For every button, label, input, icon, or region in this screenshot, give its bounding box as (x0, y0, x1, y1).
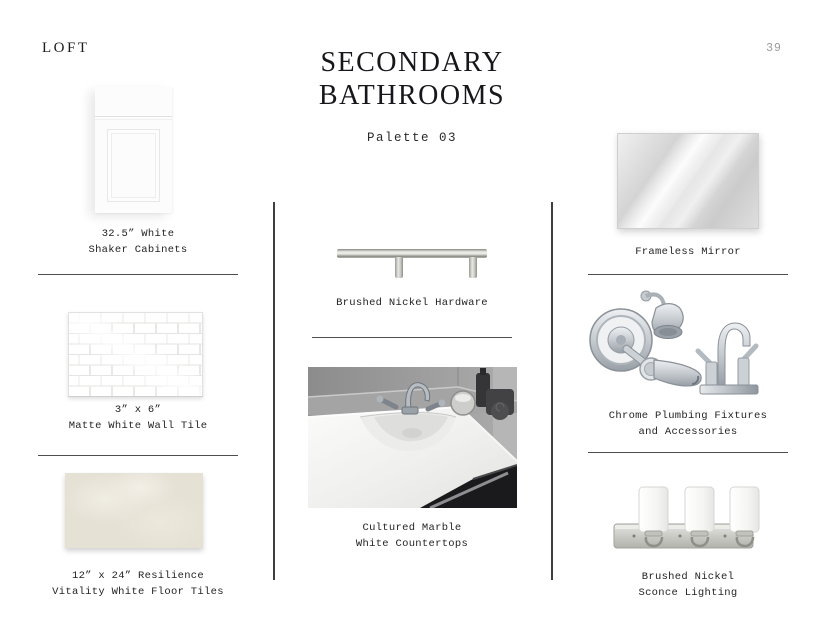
sconce-caption: Brushed Nickel Sconce Lighting (638, 571, 738, 599)
cabinet-door-panel (107, 129, 160, 202)
page-number: 39 (766, 42, 782, 55)
divider (588, 274, 788, 275)
hardware-caption: Brushed Nickel Hardware (336, 297, 488, 309)
cabinet-drawer-front (95, 87, 172, 117)
cabinet-pull-post (469, 257, 477, 278)
plumbing-fixtures-image (580, 288, 764, 400)
plumbing-caption: Chrome Plumbing Fixtures and Accessories (608, 410, 768, 438)
floor-tile-image (65, 473, 203, 548)
countertop-caption: Cultured Marble White Countertops (355, 522, 469, 550)
divider (38, 455, 238, 456)
column-rule-right (551, 202, 553, 580)
page-title-line2: BATHROOMS (318, 80, 506, 111)
countertop-photo (308, 367, 517, 508)
cabinet-pull-image (337, 249, 487, 258)
page-title-line1: SECONDARY (320, 47, 504, 78)
wall-tile-caption: 3” x 6” Matte White Wall Tile (68, 404, 208, 432)
shaker-cabinet-image (95, 87, 172, 213)
palette-subtitle: Palette 03 (366, 131, 457, 145)
divider (312, 337, 512, 338)
brand-logo: LOFT (42, 40, 90, 56)
sconce-light-image (612, 485, 762, 558)
cabinets-caption: 32.5” White Shaker Cabinets (88, 228, 188, 256)
column-rule-left (273, 202, 275, 580)
mirror-caption: Frameless Mirror (635, 246, 741, 258)
divider (588, 452, 788, 453)
subway-wall-tile-image (68, 312, 203, 397)
cabinet-pull-post (395, 257, 403, 278)
frameless-mirror-image (617, 133, 759, 229)
floor-tile-caption: 12” x 24” Resilience Vitality White Floor Tiles (52, 570, 224, 598)
divider (38, 274, 238, 275)
page-title (252, 46, 572, 112)
